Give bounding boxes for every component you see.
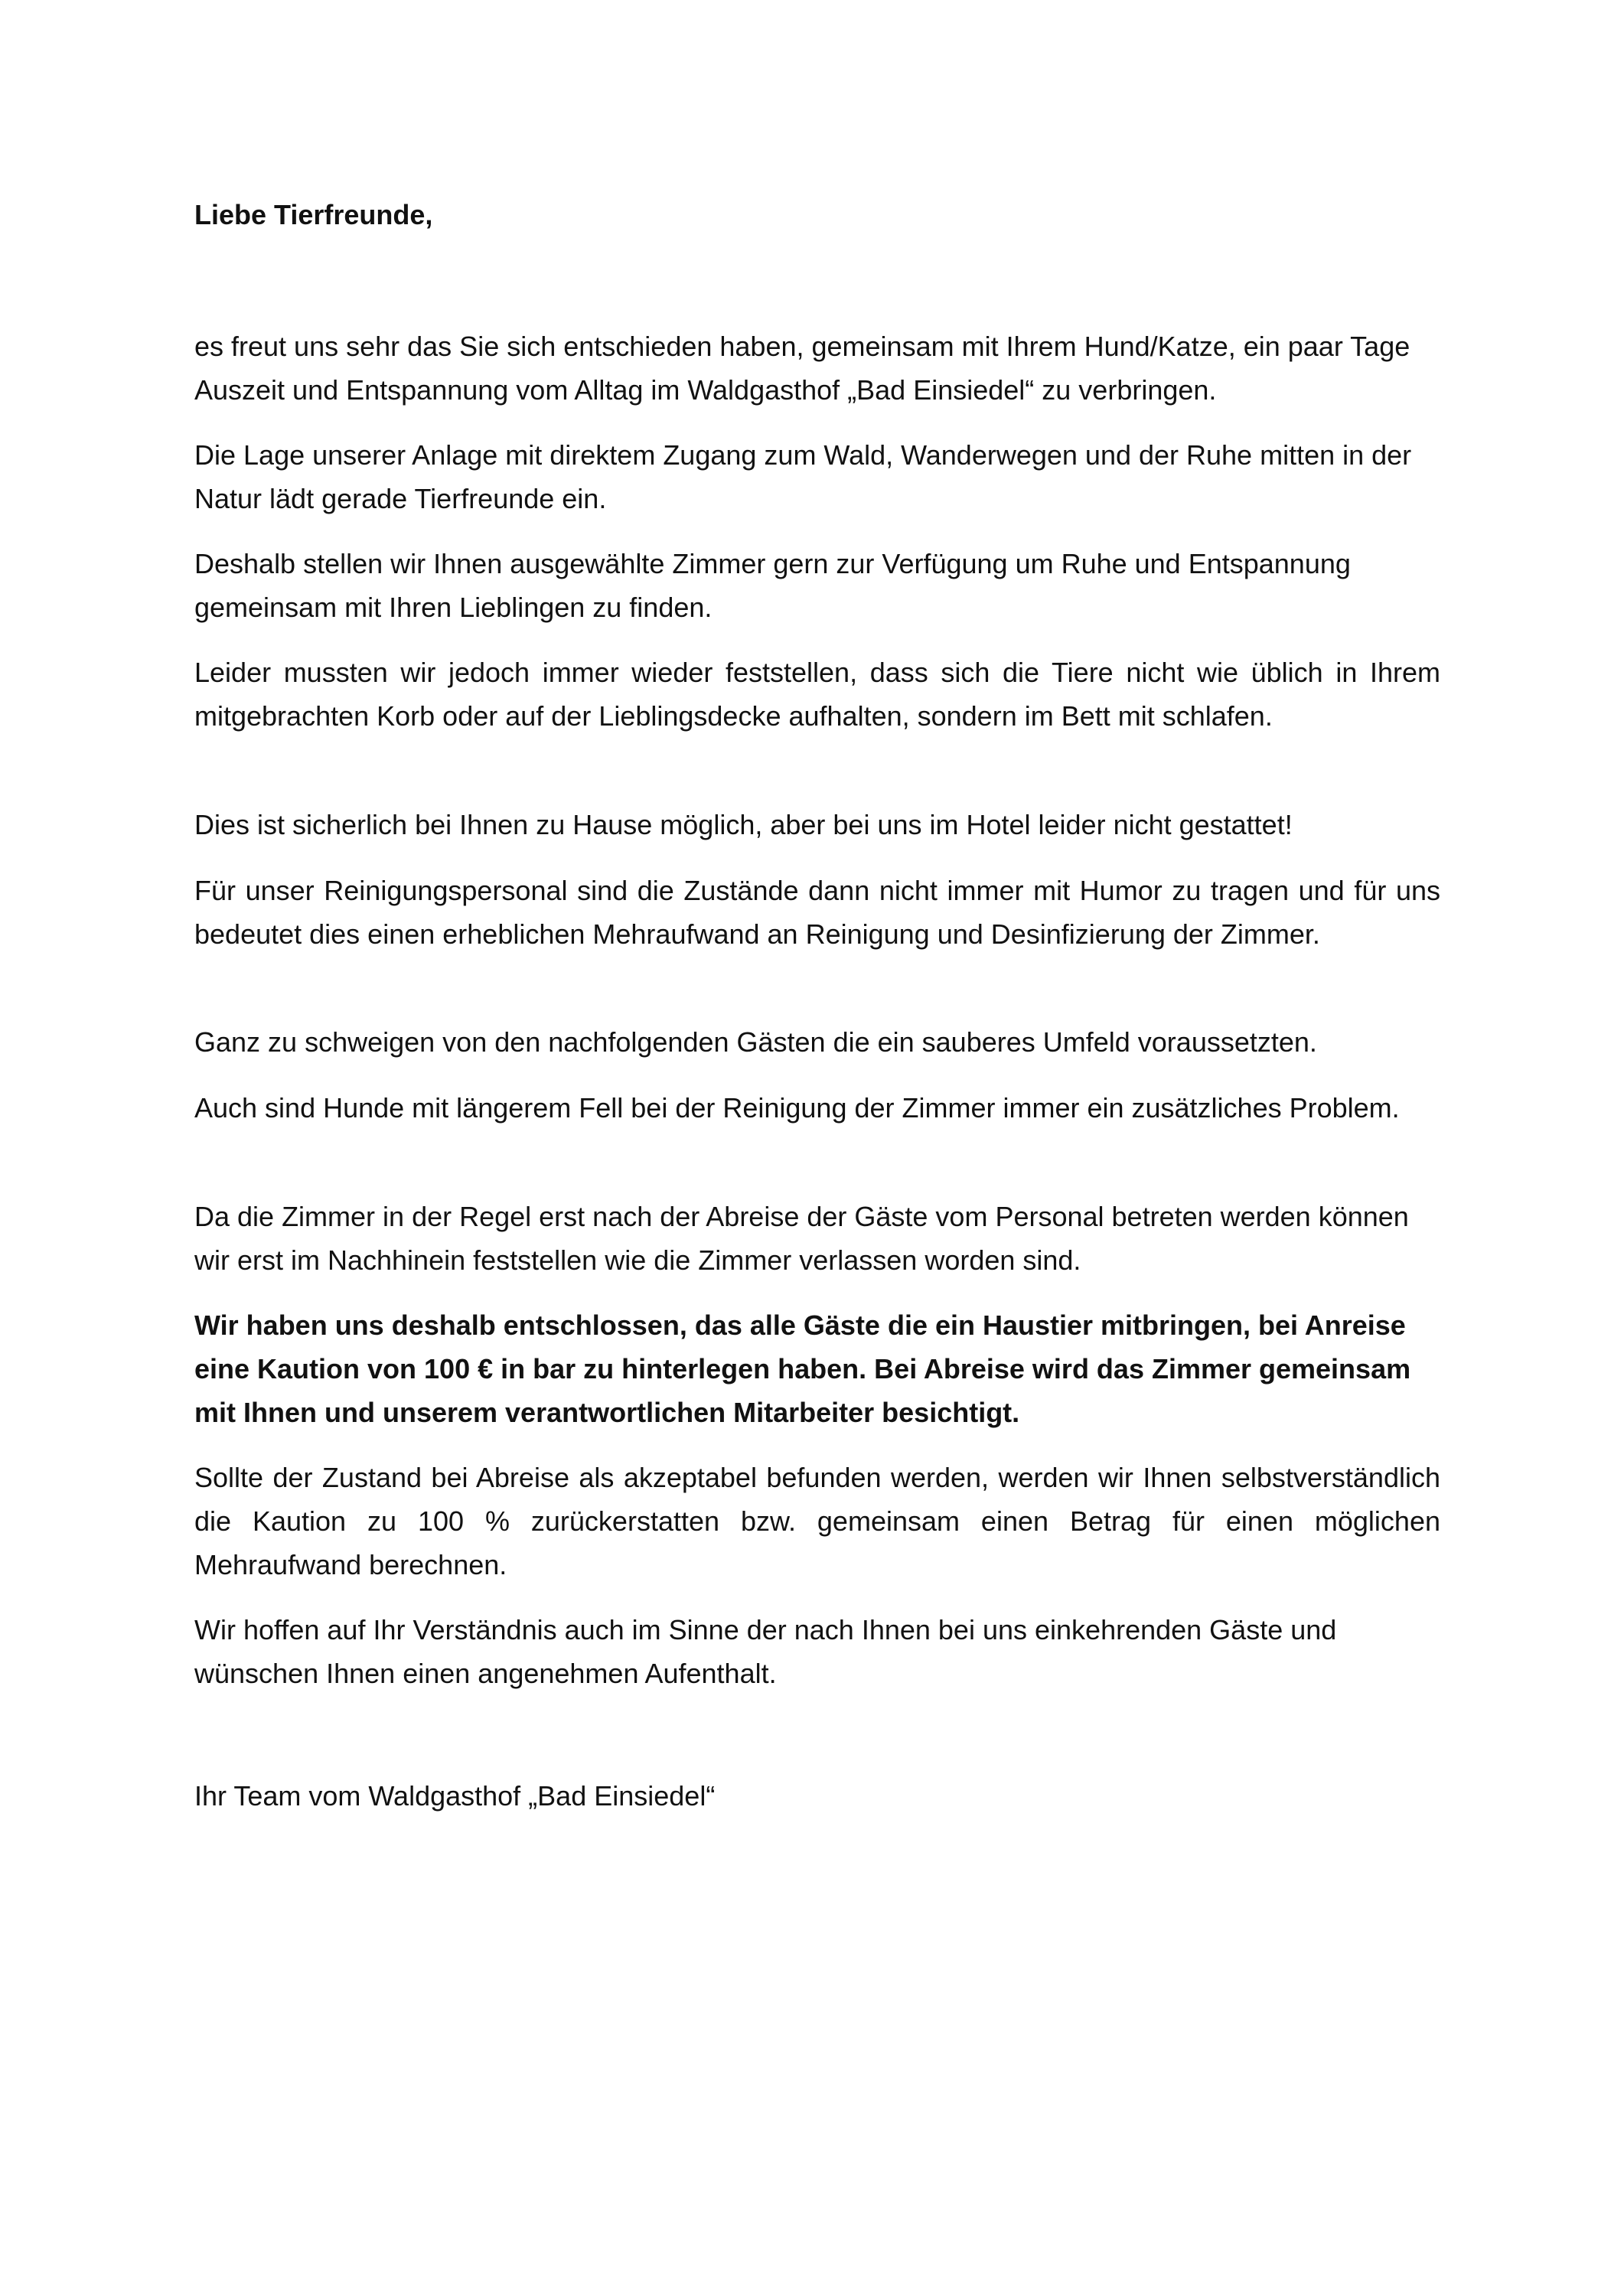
paragraph-cleaning-staff: Für unser Reinigungspersonal sind die Zustände dann nicht immer mit Humor zu tragen und für uns bedeutet dies einen erheblichen Mehraufwand an Reinigung und Desinfizierung der Zimmer. — [194, 875, 1440, 950]
paragraph-not-allowed: Dies ist sicherlich bei Ihnen zu Hause möglich, aber bei uns im Hotel leider nicht gestattet! — [194, 809, 1293, 840]
paragraph-following-guests: Ganz zu schweigen von den nachfolgenden Gästen die ein sauberes Umfeld voraussetzten. — [194, 1026, 1317, 1058]
paragraph-long-fur: Auch sind Hunde mit längerem Fell bei der Reinigung der Zimmer immer ein zusätzliches Problem. — [194, 1092, 1400, 1124]
salutation: Liebe Tierfreunde, — [194, 199, 433, 230]
paragraph-inspection-timing: Da die Zimmer in der Regel erst nach der Abreise der Gäste vom Personal betreten werden können wir erst im Nachhinein feststellen wie die Zimmer verlassen worden sind. — [194, 1201, 1409, 1276]
paragraph-rooms: Deshalb stellen wir Ihnen ausgewählte Zimmer gern zur Verfügung um Ruhe und Entspannung gemeinsam mit Ihren Lieblingen zu finden. — [194, 548, 1351, 623]
paragraph-deposit-notice: Wir haben uns deshalb entschlossen, das alle Gäste die ein Haustier mitbringen, bei Anreise eine Kaution von 100 € in bar zu hinterlegen haben. Bei Abreise wird das Zimmer gemeinsam mit Ihnen und unserem verantwortlichen Mitarbeiter besichtigt. — [194, 1309, 1411, 1428]
signature: Ihr Team vom Waldgasthof „Bad Einsiedel“ — [194, 1780, 716, 1812]
paragraph-intro: es freut uns sehr das Sie sich entschieden haben, gemeinsam mit Ihrem Hund/Katze, ein paar Tage Auszeit und Entspannung vom Alltag im Waldgasthof „Bad Einsiedel“ zu verbringen. — [194, 331, 1410, 406]
paragraph-refund: Sollte der Zustand bei Abreise als akzeptabel befunden werden, werden wir Ihnen selbstverständlich die Kaution zu 100 % zurückerstatten bzw. gemeinsam einen Betrag für einen möglichen Mehraufwand berechnen. — [194, 1462, 1440, 1580]
paragraph-closing: Wir hoffen auf Ihr Verständnis auch im Sinne der nach Ihnen bei uns einkehrenden Gäste und wünschen Ihnen einen angenehmen Aufenthalt. — [194, 1614, 1337, 1689]
paragraph-problem: Leider mussten wir jedoch immer wieder feststellen, dass sich die Tiere nicht wie üblich in Ihrem mitgebrachten Korb oder auf der Lieblingsdecke aufhalten, sondern im Bett mit schlafen. — [194, 657, 1440, 732]
paragraph-location: Die Lage unserer Anlage mit direktem Zugang zum Wald, Wanderwegen und der Ruhe mitten in der Natur lädt gerade Tierfreunde ein. — [194, 439, 1412, 514]
